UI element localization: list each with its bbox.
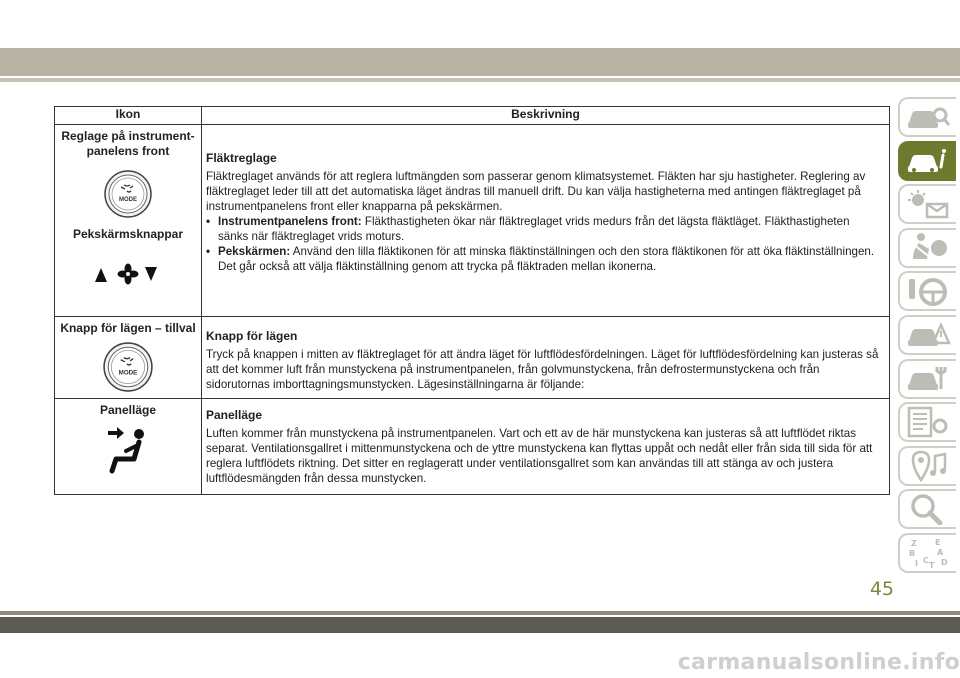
panel-mode-icon (106, 425, 150, 475)
index-letter: C (923, 555, 929, 565)
tab-alphabet-index[interactable] (898, 533, 956, 573)
top-rule (0, 78, 960, 82)
tab-car-emergency[interactable] (898, 315, 956, 355)
warning-lights-icon (905, 188, 951, 220)
row-icon-sublabel: Pekskärmsknappar (72, 227, 184, 241)
bottom-rule (0, 611, 960, 615)
mode-knob-icon (103, 169, 153, 219)
description-cell (202, 399, 890, 495)
index-letter: D (941, 557, 948, 567)
icon-cell (55, 399, 202, 495)
watermark: carmanualsonline.info (677, 650, 960, 675)
description-cell (202, 317, 890, 399)
bullet-text: Använd den lilla fläktikonen för att minska fläktinställningen och den stora fläktikonen för att öka fläktinställningen. Det går också att välja fläktinställning genom att trycka på fläktraden mellan ikonerna. (218, 245, 875, 273)
tab-seatbelt-airbag[interactable] (898, 228, 956, 268)
section-title: Knapp för lägen (206, 329, 298, 343)
section-title: Fläktreglage (206, 151, 277, 165)
bullet-lead: Instrumentpanelens front: (218, 215, 362, 228)
steering-wheel-icon (905, 275, 951, 307)
tab-car-magnifier[interactable] (898, 97, 956, 137)
icon-cell (55, 317, 202, 399)
tab-warning-lights[interactable] (898, 184, 956, 224)
tab-specifications[interactable] (898, 402, 956, 442)
section-body: Fläktreglaget används för att reglera luftmängden som passerar genom klimatsystemet. Fläkten har sju hastigheter. Reglering av fläktreglaget leder till att det automatiska läget ändras till manuell drift. Du kan välja hastigheterna med antingen fläktreglaget på instrumentpanelens front eller knapparna på pekskärmen. (206, 170, 866, 213)
table-header-row (55, 107, 890, 125)
index-letter: Z (911, 538, 917, 548)
section-body: Luften kommer från munstyckena på instrumentpanelen. Vart och ett av de här munstyckena kan justeras så att luftflödet riktas separat. Ventilationsgallret i mittenmunstyckena och de yttre munstyckena kan flyttas uppåt och nedåt eller från sida till sida för att reglera luftflödets riktning. Det sitter en reglageratt under ventilationsgallret som kan användas till att stänga av och justera luftflödesmängden från dessa munstycken. (206, 427, 873, 485)
index-letter: T (929, 560, 935, 570)
index-letter: E (935, 537, 941, 547)
row-icon-label: Reglage på instrument-panelens front (61, 129, 195, 158)
mode-knob-icon (102, 341, 154, 393)
icon-cell (55, 125, 202, 317)
description-table (54, 106, 890, 495)
bullet-text: Fläkthastigheten ökar när fläktreglaget vrids medurs från det lägsta fläktläget. Fläkthastigheten sänks när fläktreglaget vrids moturs. (218, 215, 850, 243)
tab-steering-wheel[interactable] (898, 271, 956, 311)
tab-multimedia[interactable] (898, 446, 956, 486)
row-icon-label: Knapp för lägen – tillval (60, 321, 196, 335)
top-band (0, 48, 960, 76)
specifications-icon (905, 406, 951, 438)
table-row (55, 125, 890, 317)
table-row (55, 399, 890, 495)
seatbelt-airbag-icon (905, 232, 951, 264)
section-title: Panelläge (206, 408, 263, 422)
section-body: Tryck på knappen i mitten av fläktreglaget för att ändra läget för luftflödesfördelningen. Läget för luftflödesfördelning kan justeras så att det kommer luft från munstyckena på instrumentpanelen, från golvmunstyckena, från defrostermunstyckena och från sidorutornas imborttagningsmunstycken. Lägesinställningarna är följande: (206, 348, 879, 391)
row-icon-label: Panelläge (99, 403, 157, 417)
page-number: 45 (869, 578, 894, 600)
bullet-lead: Pekskärmen: (218, 245, 291, 258)
multimedia-icon (905, 450, 951, 482)
tab-car-service[interactable] (898, 359, 956, 399)
description-cell (202, 125, 890, 317)
car-service-icon (905, 363, 951, 395)
chapter-tabs (895, 97, 960, 577)
fan-speed-icon (93, 263, 163, 285)
index-search-icon (905, 493, 951, 525)
bullet-item: • Pekskärmen: Använd den lilla fläktikonen för att minska fläktinställningen och den stora fläktikonen för att öka fläktinställningen. Det går också att välja fläktinställning genom att trycka på fläktraden mellan ikonerna. (206, 245, 875, 273)
index-letter: B (909, 548, 916, 558)
bottom-band (0, 617, 960, 633)
table-row (55, 317, 890, 399)
alphabet-index-icon (905, 536, 951, 570)
tab-index-search[interactable] (898, 489, 956, 529)
index-letter: A (937, 547, 944, 557)
tab-car-info[interactable] (898, 141, 956, 181)
bullet-item: • Instrumentpanelens front: Fläkthastigheten ökar när fläktreglaget vrids medurs från det lägsta fläktläget. Fläkthastigheten sänks när fläktreglaget vrids moturs. (206, 215, 850, 243)
index-letter: I (915, 558, 918, 568)
header-description: Beskrivning (202, 107, 890, 125)
knob-label: MODE (119, 197, 137, 203)
knob-label: MODE (118, 369, 138, 377)
car-emergency-icon (905, 319, 951, 351)
car-magnifier-icon (905, 101, 951, 133)
car-info-icon (905, 145, 951, 177)
header-icon: Ikon (55, 107, 202, 125)
